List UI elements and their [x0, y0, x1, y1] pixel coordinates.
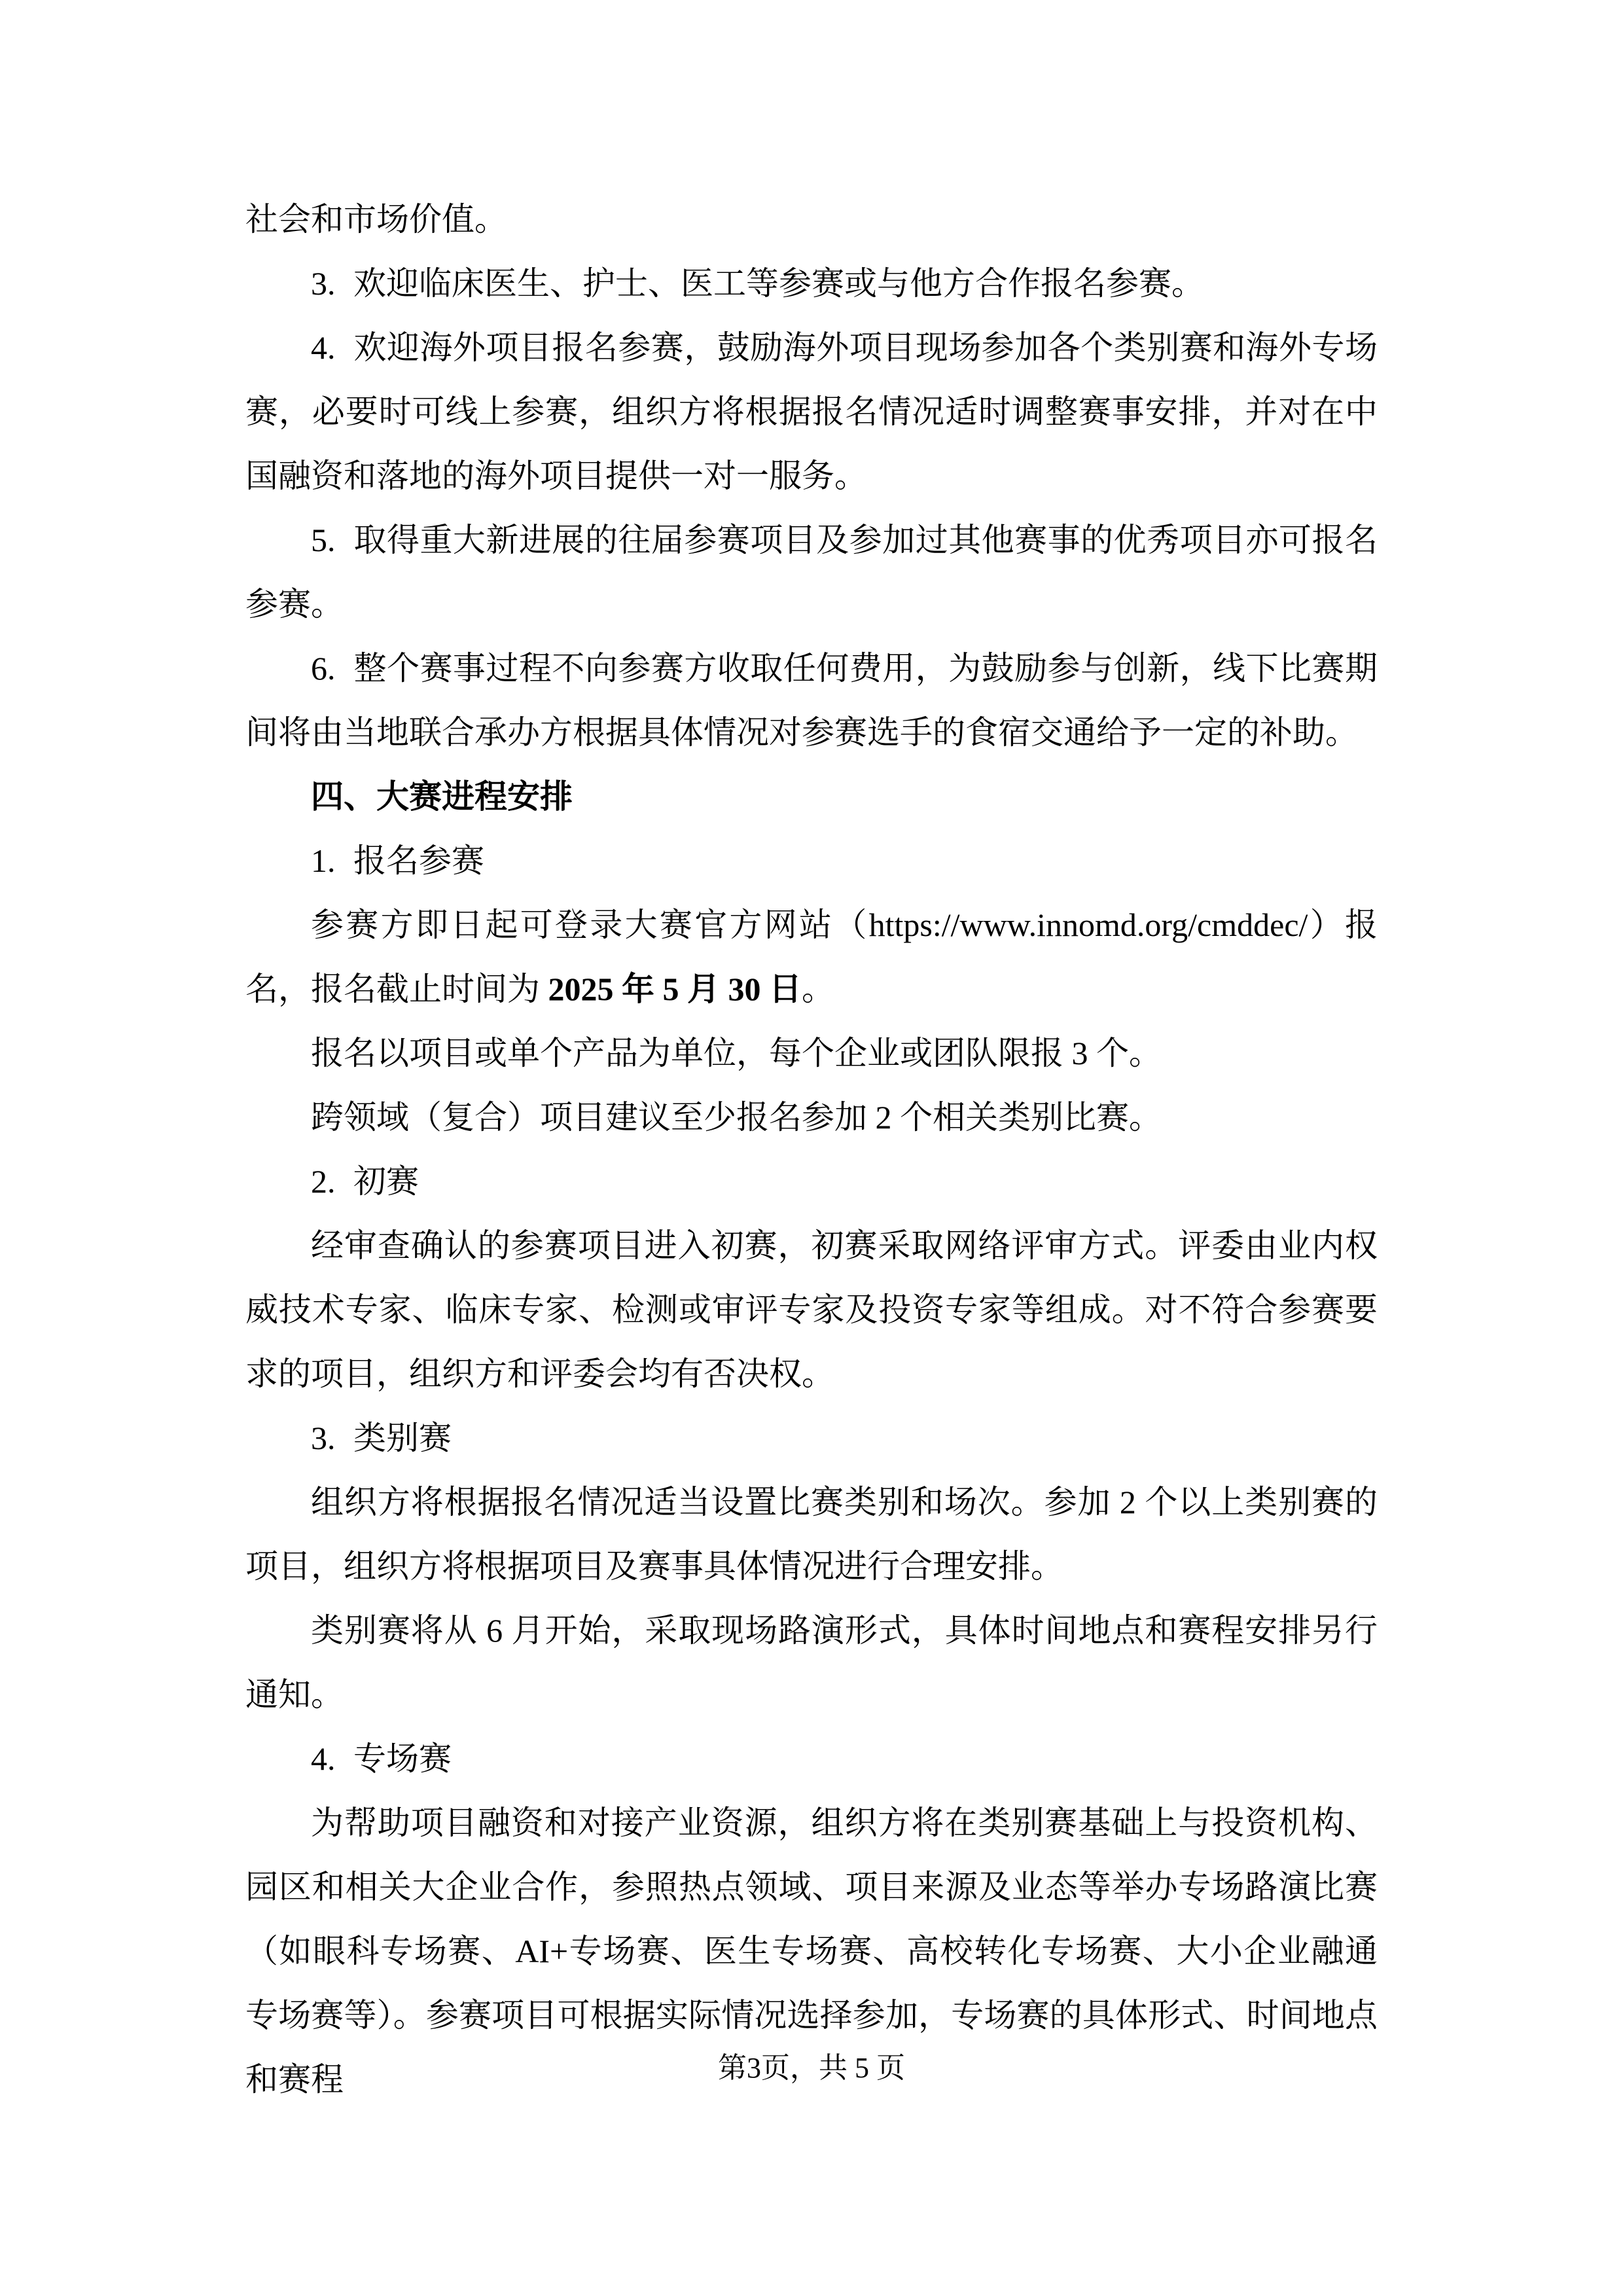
item-number: 4.	[311, 329, 336, 366]
item-text: 类别赛	[353, 1420, 452, 1456]
sub-item-1-registration	[245, 829, 1378, 893]
item-text: 取得重大新进展的往届参赛项目及参加过其他赛事的优秀项目亦可报名参赛。	[245, 522, 1378, 622]
sub-item-2-preliminary	[245, 1149, 1378, 1213]
paragraph-cross-domain: 跨领域（复合）项目建议至少报名参加 2 个相关类别比赛。	[311, 1099, 1162, 1136]
item-number: 1.	[311, 842, 336, 879]
registration-deadline: 2025 年 5 月 30 日	[548, 971, 802, 1007]
item-number: 4.	[311, 1740, 336, 1777]
item-number: 3.	[311, 265, 336, 302]
page-number: 第3页，共 5 页	[718, 2052, 905, 2084]
numbered-item-6	[245, 636, 1378, 764]
item-text: 整个赛事过程不向参赛方收取任何费用，为鼓励参与创新，线下比赛期间将由当地联合承办方根据具体情况对参赛选手的食宿交通给予一定的补助。	[245, 650, 1378, 751]
page-footer	[0, 2047, 1623, 2089]
item-text: 欢迎临床医生、护士、医工等参赛或与他方合作报名参赛。	[353, 265, 1204, 302]
registration-text-mid: ）报名，报名截止时间为	[245, 906, 1378, 1007]
registration-text-pre: 参赛方即日起可登录大赛官方网站（	[311, 906, 869, 943]
paragraph-special-session: 为帮助项目融资和对接产业资源，组织方将在类别赛基础上与投资机构、园区和相关大企业合作，参照热点领域、项目来源及业态等举办专场路演比赛（如眼科专场赛、AI+专场赛、医生专场赛、高校转化专场赛、大小企业融通专场赛等）。参赛项目可根据实际情况选择参加，专场赛的具体形式、时间地点和赛程	[245, 1804, 1378, 2098]
sub-item-4-special	[245, 1727, 1378, 1791]
paragraph-entry-limit: 报名以项目或单个产品为单位，每个企业或团队限报 3 个。	[311, 1035, 1162, 1071]
item-number: 5.	[311, 522, 336, 558]
registration-text-post: 。	[802, 971, 834, 1007]
paragraph-continuation: 社会和市场价值。	[245, 201, 507, 238]
item-text: 报名参赛	[353, 842, 484, 879]
item-number: 6.	[311, 650, 336, 687]
paragraph-registration-info	[245, 893, 1378, 1021]
item-text: 初赛	[353, 1163, 419, 1200]
item-text: 专场赛	[353, 1740, 452, 1777]
numbered-item-3	[245, 251, 1378, 315]
paragraph-category-setup: 组织方将根据报名情况适当设置比赛类别和场次。参加 2 个以上类别赛的项目，组织方将根据项目及赛事具体情况进行合理安排。	[245, 1484, 1378, 1585]
item-number: 3.	[311, 1420, 336, 1456]
paragraph-category-schedule: 类别赛将从 6 月开始，采取现场路演形式，具体时间地点和赛程安排另行通知。	[245, 1612, 1378, 1713]
section-heading-4: 四、大赛进程安排	[311, 778, 573, 815]
sub-item-3-category	[245, 1406, 1378, 1470]
paragraph-preliminary-info: 经审查确认的参赛项目进入初赛，初赛采取网络评审方式。评委由业内权威技术专家、临床专家、检测或审评专家及投资专家等组成。对不符合参赛要求的项目，组织方和评委会均有否决权。	[245, 1227, 1378, 1392]
item-number: 2.	[311, 1163, 336, 1200]
item-text: 欢迎海外项目报名参赛，鼓励海外项目现场参加各个类别赛和海外专场赛，必要时可线上参赛，组织方将根据报名情况适时调整赛事安排，并对在中国融资和落地的海外项目提供一对一服务。	[245, 329, 1378, 494]
document-body	[245, 187, 1378, 2111]
competition-website-url: https://www.innomd.org/cmddec/	[868, 906, 1308, 943]
numbered-item-5	[245, 508, 1378, 636]
numbered-item-4	[245, 315, 1378, 508]
